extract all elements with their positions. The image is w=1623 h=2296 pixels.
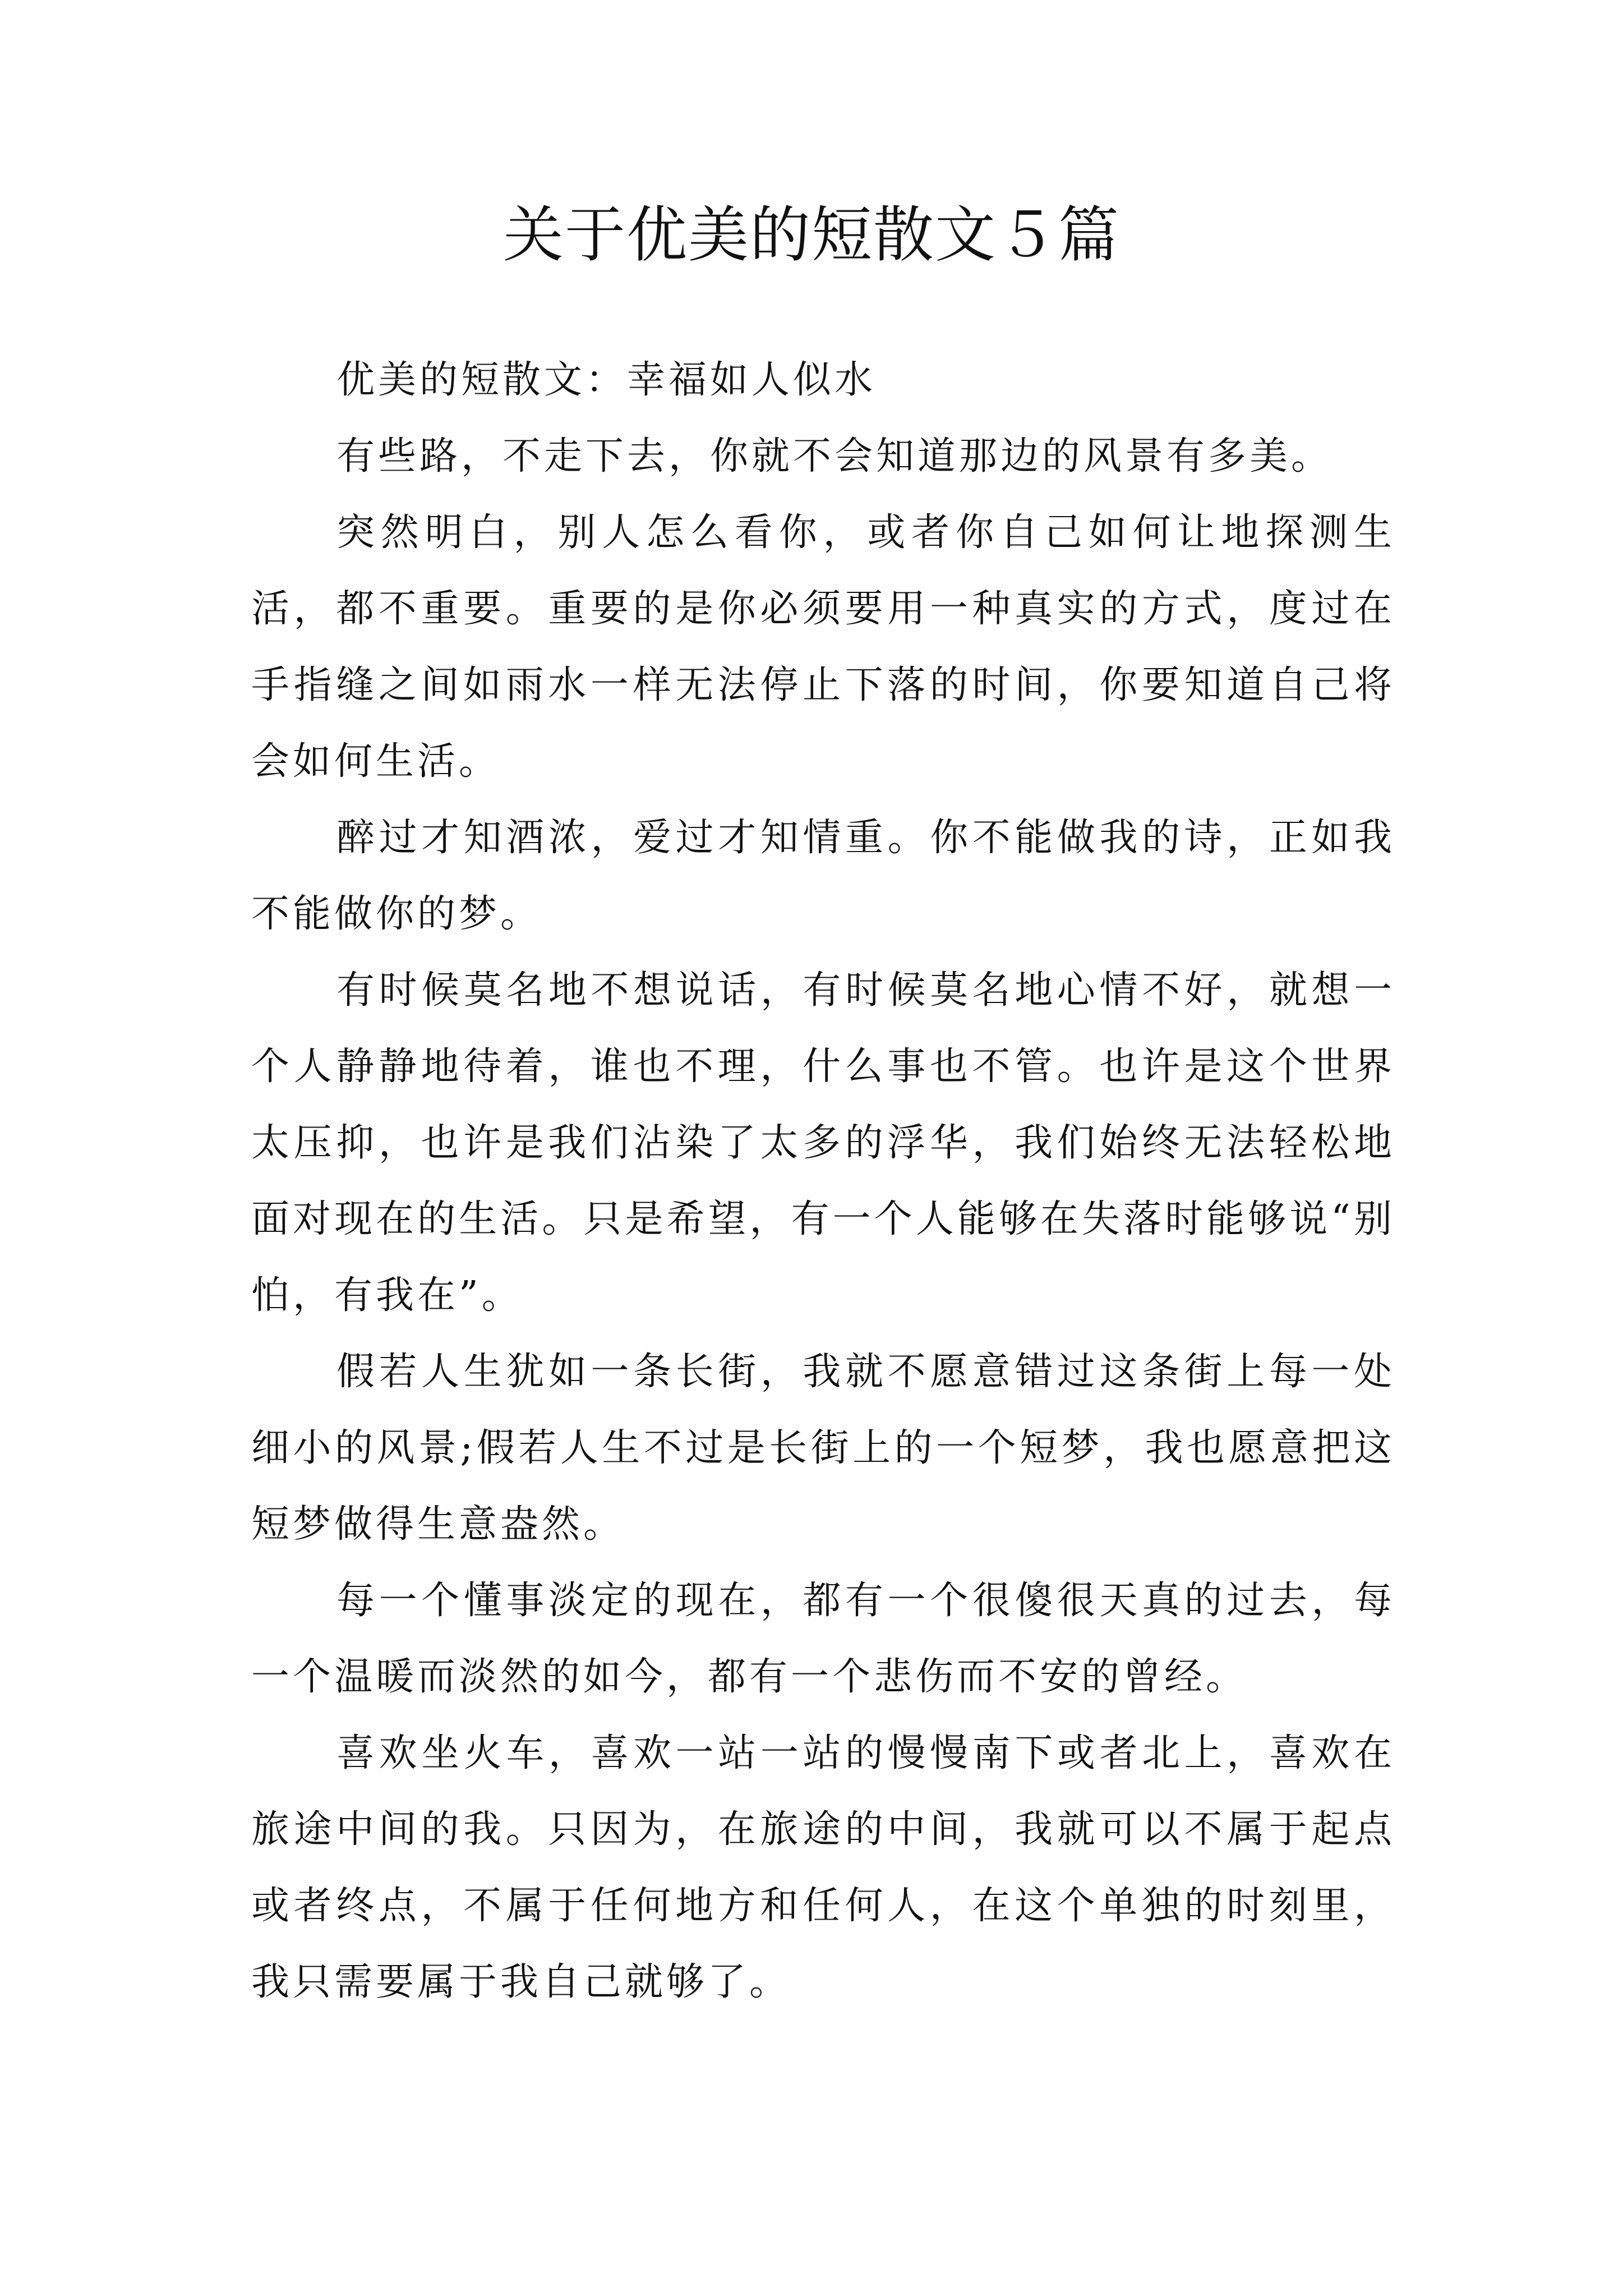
section-heading: 优美的短散文：幸福如人似水 bbox=[336, 358, 877, 402]
paragraph: 每一个懂事淡定的现在，都有一个很傻很天真的过去，每一个温暖而淡然的如今，都有一个悲伤而不安的曾经。 bbox=[251, 1579, 1395, 1699]
paragraph: 突然明白，别人怎么看你，或者你自己如何让地探测生活，都不重要。重要的是你必须要用一种真实的方式，度过在手指缝之间如雨水一样无法停止下落的时间，你要知道自己将会如何生活。 bbox=[251, 510, 1395, 784]
paragraph: 有些路，不走下去，你就不会知道那边的风景有多美。 bbox=[336, 434, 1333, 478]
paragraph: 喜欢坐火车，喜欢一站一站的慢慢南下或者北上，喜欢在旅途中间的我。只因为，在旅途的中间，我就可以不属于起点或者终点，不属于任何地方和任何人，在这个单独的时刻里，我只需要属于我自己就够了。 bbox=[251, 1731, 1395, 2004]
document-body bbox=[251, 342, 1395, 2021]
paragraph: 假若人生犹如一条长街，我就不愿意错过这条街上每一处细小的风景;假若人生不过是长街上的一个短梦，我也愿意把这短梦做得生意盎然。 bbox=[251, 1350, 1395, 1547]
paragraph: 醉过才知酒浓，爱过才知情重。你不能做我的诗，正如我不能做你的梦。 bbox=[251, 816, 1395, 936]
document-title: 关于优美的短散文５篇 bbox=[502, 200, 1120, 270]
paragraph: 有时候莫名地不想说话，有时候莫名地心情不好，就想一个人静静地待着，谁也不理，什么事也不管。也许是这个世界太压抑，也许是我们沾染了太多的浮华，我们始终无法轻松地面对现在的生活。只是希望，有一个人能够在失落时能够说“别怕，有我在”。 bbox=[251, 968, 1395, 1318]
